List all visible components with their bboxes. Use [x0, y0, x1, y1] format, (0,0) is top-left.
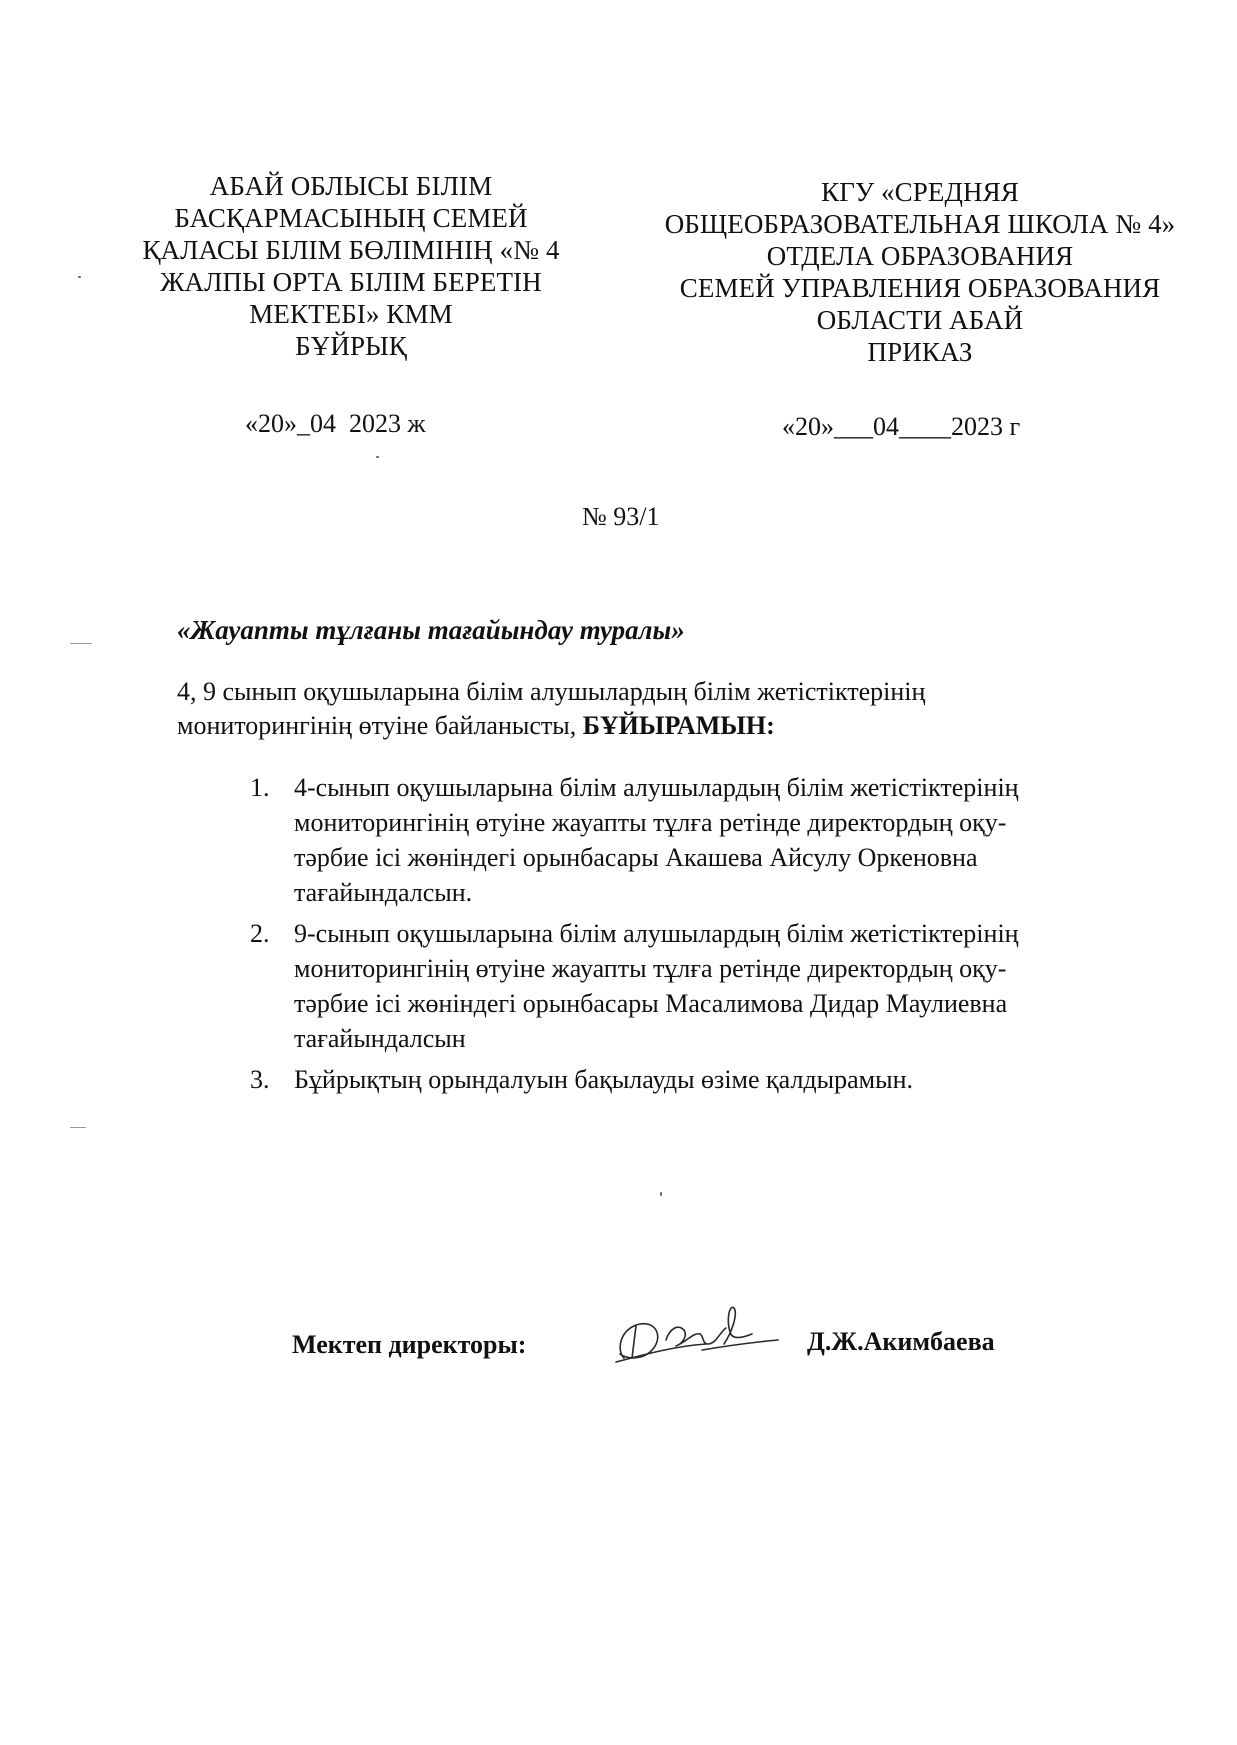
header-russian [630, 176, 1210, 368]
preamble-line: 4, 9 сынып оқушыларына білім алушылардың білім жетістіктерінің [177, 677, 926, 706]
order-item [250, 916, 1170, 1056]
item-line: 9-сынып оқушыларына білім алушылардың білім жетістіктерінің [294, 919, 1019, 948]
item-line: 4-сынып оқушыларына білім алушылардың білім жетістіктерінің [294, 773, 1019, 802]
header-russian-line: КГУ «СРЕДНЯЯ [821, 177, 1019, 207]
header-kazakh-line: ҚАЛАСЫ БІЛІМ БӨЛІМІНІҢ «№ 4 [142, 235, 560, 265]
scan-speck [376, 456, 379, 458]
order-subject: «Жауапты тұлғаны тағайындау туралы» [177, 615, 685, 645]
item-number: 1. [250, 773, 270, 802]
item-number: 2. [250, 919, 270, 948]
header-kazakh [108, 170, 594, 362]
header-kazakh-line: ЖАЛПЫ ОРТА БІЛІМ БЕРЕТІН [160, 267, 542, 297]
scan-speck [78, 276, 81, 278]
item-number: 3. [250, 1065, 270, 1094]
order-item [250, 1062, 1170, 1097]
scan-speck [70, 643, 92, 644]
item-line: мониторингінің өтуіне жауапты тұлға ретінде директордың оқу- [294, 954, 1007, 983]
scan-speck [660, 1192, 662, 1196]
date-kazakh: «20»_04 2023 ж [245, 409, 426, 438]
date-russian: «20»___04____2023 г [782, 412, 1021, 441]
header-russian-doc-type: ПРИКАЗ [867, 337, 973, 367]
item-line: тәрбие ісі жөніндегі орынбасары Масалимова Дидар Маулиевна [294, 989, 1008, 1018]
header-kazakh-doc-type: БҰЙРЫҚ [295, 331, 407, 361]
signature-block [0, 1310, 1237, 1410]
item-line: тағайындалсын. [294, 878, 473, 907]
item-line: тағайындалсын [294, 1024, 466, 1053]
header-russian-line: ОБЩЕОБРАЗОВАТЕЛЬНАЯ ШКОЛА № 4» [664, 209, 1176, 239]
item-line: тәрбие ісі жөніндегі орынбасары Акашева Айсулу Оркеновна [294, 843, 978, 872]
preamble [177, 675, 1137, 743]
order-items-list [250, 770, 1170, 1097]
signature-label: Мектеп директоры: [292, 1330, 527, 1359]
header-russian-line: ОБЛАСТИ АБАЙ [816, 305, 1024, 335]
scan-speck [70, 1127, 86, 1128]
header-russian-line: СЕМЕЙ УПРАВЛЕНИЯ ОБРАЗОВАНИЯ [679, 273, 1161, 303]
header-russian-line: ОТДЕЛА ОБРАЗОВАНИЯ [766, 241, 1074, 271]
header-kazakh-line: БАСҚАРМАСЫНЫҢ СЕМЕЙ [174, 203, 528, 233]
order-number: № 93/1 [582, 502, 660, 531]
item-line: Бұйрықтың орындалуын бақылауды өзіме қалдырамын. [294, 1065, 913, 1094]
header-kazakh-line: МЕКТЕБІ» КММ [249, 299, 453, 329]
preamble-command: БҰЙЫРАМЫН: [582, 711, 775, 740]
handwritten-signature [606, 1288, 786, 1378]
preamble-line: мониторингінің өтуіне байланысты, [177, 711, 583, 740]
header-kazakh-line: АБАЙ ОБЛЫСЫ БІЛІМ [209, 171, 493, 201]
order-item [250, 770, 1170, 910]
item-line: мониторингінің өтуіне жауапты тұлға ретінде директордың оқу- [294, 808, 1007, 837]
director-name: Д.Ж.Акимбаева [807, 1327, 995, 1356]
